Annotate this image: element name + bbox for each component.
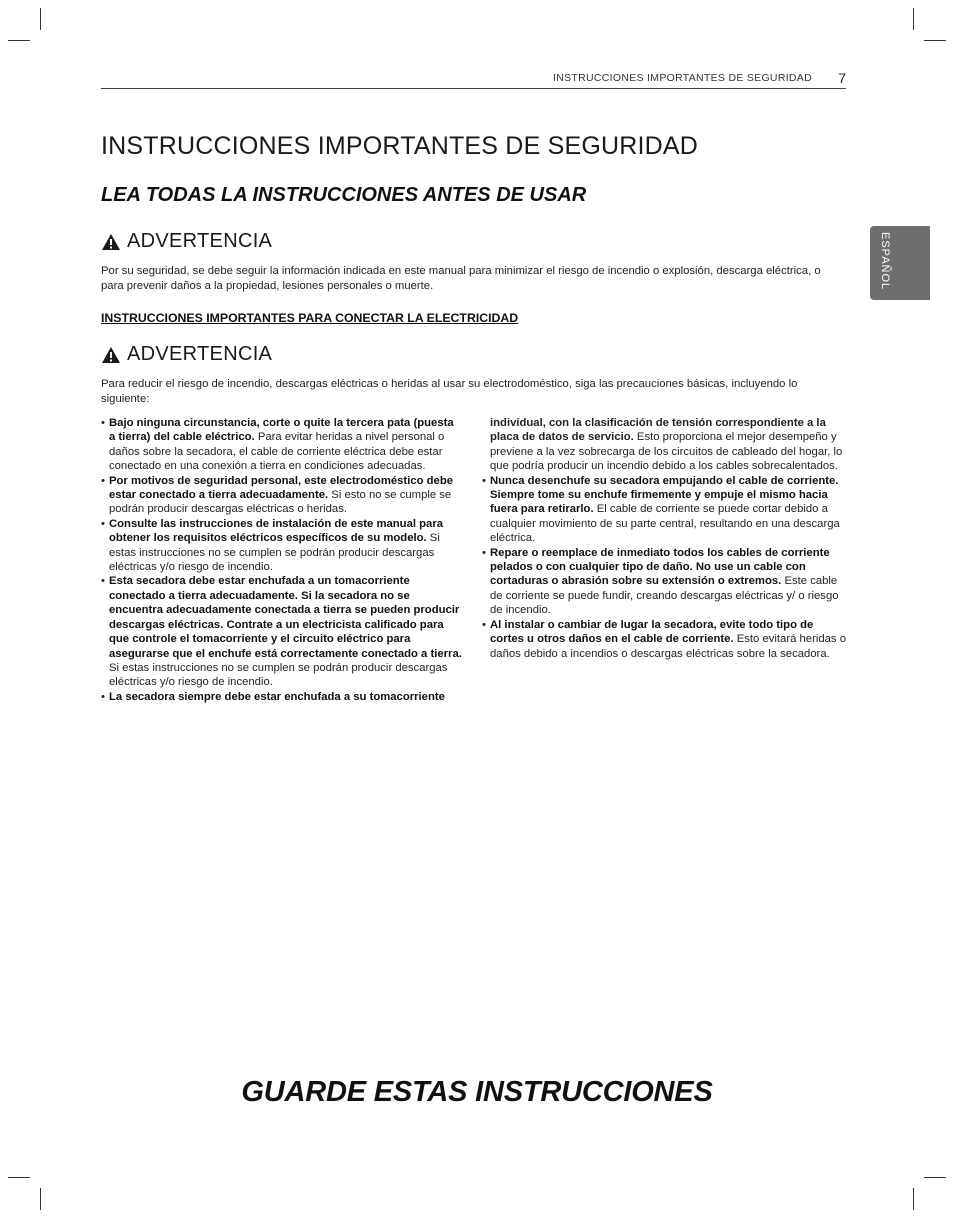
bullet: • [482, 618, 486, 631]
bullet: • [101, 575, 105, 588]
crop-mark [913, 8, 914, 30]
item-bold-text: Al instalar o cambiar de lugar la secadora, evite todo tipo de cortes u otros daños en el cable de corriente. [490, 618, 814, 646]
item-text: Esto evitará heridas o daños debido a incendios o descargas eléctricas sobre la secadora. [490, 633, 846, 660]
list-item [482, 618, 848, 661]
warning-text: Para reducir el riesgo de incendio, descargas eléctricas o heridas al usar su electrodoméstico, siga las precauciones básicas, incluyendo lo siguiente: [101, 378, 798, 405]
list-item [101, 517, 463, 575]
page-subtitle: LEA TODAS LA INSTRUCCIONES ANTES DE USAR [101, 184, 587, 206]
item-text: Si estas instrucciones no se cumplen se podrán producir descargas eléctricas y/o riesgo de incendio. [109, 532, 440, 574]
footer-save-instructions: GUARDE ESTAS INSTRUCCIONES [241, 1076, 713, 1108]
instructions-left-column [101, 416, 463, 704]
header-divider [101, 88, 846, 89]
bullet: • [101, 690, 105, 703]
item-bold-text: Bajo ninguna circunstancia, corte o quite la tercera pata (puesta a tierra) del cable eléctrico. [109, 417, 454, 444]
section-heading: INSTRUCCIONES IMPORTANTES PARA CONECTAR LA ELECTRICIDAD [101, 311, 519, 325]
list-item [101, 690, 463, 704]
warning-label: ADVERTENCIA [127, 343, 273, 365]
crop-mark [40, 1188, 41, 1210]
bullet: • [101, 417, 105, 429]
item-bold-text: La secadora siempre debe estar enchufada a su tomacorriente [109, 690, 445, 703]
item-text: Para evitar heridas a nivel personal o daños sobre la secadora, el cable de corriente eléctrica debe estar conectado en una conexión a tierra en condiciones adecuadas. [109, 431, 445, 473]
list-item [482, 474, 848, 546]
item-bold-text: Repare o reemplace de inmediato todos los cables de corriente pelados o con cualquier tipo de daño. No use un cable con cortaduras o abrasión sobre su extensión o extremos. [490, 546, 830, 588]
crop-mark [8, 40, 30, 41]
crop-mark [924, 1177, 946, 1178]
list-item [101, 574, 463, 689]
item-text: Este cable de corriente se puede fundir, creando descargas eléctricas y/ o riesgo de incendio. [490, 575, 839, 617]
list-item-continuation [482, 416, 848, 474]
item-bold-text: Por motivos de seguridad personal, este electrodoméstico debe estar conectado a tierra adecuadamente. [109, 474, 454, 502]
item-text: El cable de corriente se puede cortar debido a cualquier movimiento de su parte central, resultando en una descarga eléctrica. [490, 503, 840, 545]
language-tab-label: ESPAÑOL [879, 232, 891, 291]
bullet: • [101, 474, 105, 487]
bullet: • [482, 474, 486, 487]
crop-mark [40, 8, 41, 30]
bullet: • [482, 546, 486, 559]
warning-triangle-icon [101, 233, 121, 251]
item-bold-text: Consulte las instrucciones de instalación de este manual para obtener los requisitos eléctricos específicos de su modelo. [109, 517, 443, 545]
item-text: Si estas instrucciones no se cumplen se podrán producir descargas eléctricas y/o riesgo de incendio. [109, 661, 448, 689]
crop-mark [913, 1188, 914, 1210]
warning-triangle-icon [101, 346, 121, 364]
list-item [101, 416, 463, 474]
warning-heading [101, 343, 272, 366]
warning-heading [101, 230, 272, 253]
crop-mark [8, 1177, 30, 1178]
running-header-title: INSTRUCCIONES IMPORTANTES DE SEGURIDAD [553, 72, 812, 84]
item-text: Esto proporciona el mejor desempeño y previene a la vez sobrecarga de los circuitos de cableado del hogar, lo que podría producir un incendio debido a los cables sobrecalentados. [490, 431, 843, 473]
warning-text: Por su seguridad, se debe seguir la información indicada en este manual para minimizar el riesgo de incendio o explosión, descarga eléctrica, o para prevenir daños a la propiedad, lesiones personales o muerte. [101, 265, 821, 292]
page-number: 7 [838, 70, 846, 86]
list-item [482, 546, 848, 618]
item-bold-text: Esta secadora debe estar enchufada a un tomacorriente conectado a tierra adecuadamente. Si la secadora no se encuentra adecuadamente conectada a tierra se pueden producir descargas eléctricas. Contrate a un electricista calificado para que controle el tomacorriente y el circuito eléctrico para asegurarse que el enchufe está correctamente conectado a tierra. [109, 575, 462, 660]
list-item [101, 474, 463, 517]
warning-label: ADVERTENCIA [127, 230, 273, 252]
page-title: INSTRUCCIONES IMPORTANTES DE SEGURIDAD [101, 132, 699, 160]
item-bold-text: Nunca desenchufe su secadora empujando el cable de corriente. Siempre tome su enchufe firmemente y empuje el mismo hacia fuera para retirarlo. [490, 474, 839, 516]
crop-mark [924, 40, 946, 41]
item-text: Si esto no se cumple se podrán producir descargas eléctricas o heridas. [109, 489, 452, 516]
item-bold-text: individual, con la clasificación de tensión correspondiente a la placa de datos de servicio. [490, 417, 826, 444]
instructions-right-column [482, 416, 848, 661]
bullet: • [101, 517, 105, 530]
